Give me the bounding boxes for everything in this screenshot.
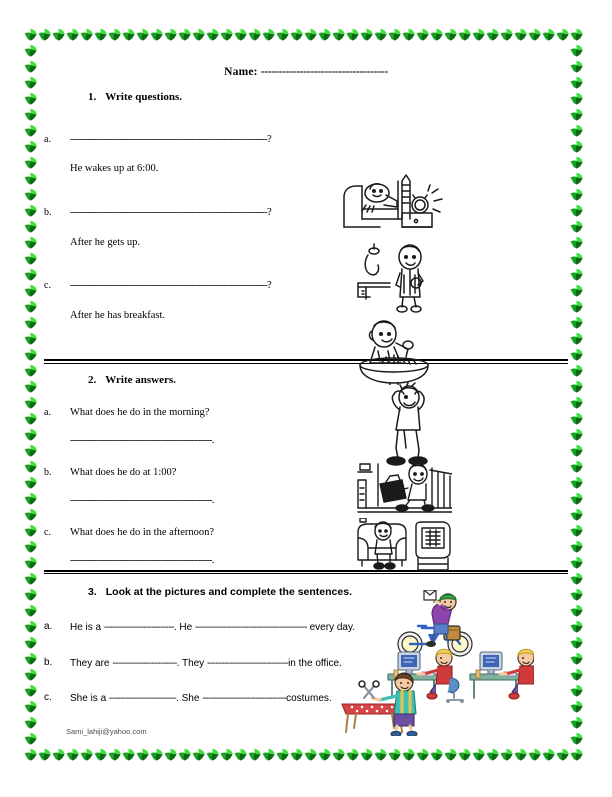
section-2-item-a xyxy=(44,406,568,448)
section-divider-1 xyxy=(44,359,568,364)
question-blank-1b[interactable]: --------------------------------------------------------------------? xyxy=(70,207,272,219)
clipart-man-stretching-yawning xyxy=(376,382,446,468)
answer-blank-2b[interactable]: -------------------------------------------------. xyxy=(70,495,214,507)
sentence-part-3a-1: He is a xyxy=(70,622,102,634)
sentence-part-3b-3: in the office. xyxy=(288,657,342,669)
item-marker: c. xyxy=(44,692,52,704)
section-3-number: 3. xyxy=(88,586,97,599)
clipart-man-watching-tv-armchair xyxy=(354,518,452,572)
name-field-row xyxy=(44,34,568,78)
section-2-title xyxy=(88,374,568,386)
item-marker: b. xyxy=(44,466,52,478)
answer-text-1a: He wakes up at 6:00. xyxy=(70,163,159,175)
question-blank-1a[interactable]: --------------------------------------------------------------------? xyxy=(70,134,272,145)
answer-blank-2c[interactable]: -------------------------------------------------. xyxy=(70,555,214,567)
sentence-part-3c-3: costumes. xyxy=(286,693,332,705)
item-marker: a. xyxy=(44,406,51,418)
clipart-man-waking-up-alarm-clock xyxy=(340,165,448,231)
item-marker: b. xyxy=(44,656,53,668)
blank-3a-2[interactable]: ---------------------------------------- xyxy=(194,621,307,634)
name-input-blank[interactable]: ------------------------------------ xyxy=(260,66,388,78)
question-text-2b: What does he do at 1:00? xyxy=(70,466,177,478)
clipart-man-at-shower-bathrobe xyxy=(356,241,434,313)
question-text-2c: What does he do in the afternoon? xyxy=(70,527,215,539)
clipart-man-with-bag-at-gate xyxy=(356,462,452,520)
section-1-title-text: Write questions. xyxy=(105,91,183,103)
sentence-part-3b-1: They are xyxy=(70,657,110,669)
question-blank-1c[interactable]: --------------------------------------------------------------------? xyxy=(70,279,272,291)
section-2-item-c xyxy=(44,526,568,568)
sentence-part-3c-2: . She xyxy=(176,693,200,705)
item-marker: a. xyxy=(44,621,53,633)
name-label: Name: xyxy=(224,66,258,78)
section-3-title xyxy=(88,586,568,598)
section-1-item-a xyxy=(44,133,568,176)
answer-text-1b: After he gets up. xyxy=(70,236,140,248)
border-edge-right xyxy=(571,45,583,745)
section-2-item-b xyxy=(44,466,568,508)
section-divider-2 xyxy=(44,570,568,575)
question-text-2a: What does he do in the morning? xyxy=(70,406,210,418)
item-marker: b. xyxy=(44,207,52,219)
blank-3c-2[interactable]: ------------------------------ xyxy=(202,692,287,705)
section-2-number: 2. xyxy=(88,373,97,386)
sentence-part-3c-1: She is a xyxy=(70,693,107,705)
item-marker: a. xyxy=(44,134,51,145)
answer-blank-2a[interactable]: -------------------------------------------------. xyxy=(70,434,214,446)
author-email: Sami_lahiji@yahoo.com xyxy=(66,727,147,736)
clipart-woman-cutting-fabric-scissors xyxy=(336,670,432,736)
section-1-item-c xyxy=(44,279,568,323)
blank-3b-1[interactable]: ----------------------- xyxy=(112,656,177,669)
section-1-number: 1. xyxy=(88,91,97,103)
section-1 xyxy=(44,91,568,359)
item-marker: c. xyxy=(44,527,51,539)
sentence-part-3b-2: . They xyxy=(176,657,205,669)
sentence-part-3a-2: . He xyxy=(173,622,193,634)
blank-3b-2[interactable]: ----------------------------- xyxy=(206,656,289,669)
answer-text-1c: After he has breakfast. xyxy=(70,309,166,321)
worksheet-page xyxy=(44,34,568,758)
section-1-item-b xyxy=(44,206,568,249)
section-2-title-text: Write answers. xyxy=(105,373,176,386)
blank-3a-1[interactable]: ------------------------- xyxy=(103,621,174,634)
border-edge-left xyxy=(25,45,37,745)
section-1-title xyxy=(88,91,568,103)
section-3-title-text: Look at the pictures and complete the sentences. xyxy=(105,586,352,599)
item-marker: c. xyxy=(44,279,51,291)
sentence-part-3a-3: every day. xyxy=(309,622,355,634)
blank-3c-1[interactable]: ------------------------ xyxy=(108,692,177,705)
section-2 xyxy=(44,374,568,570)
section-3 xyxy=(44,586,568,736)
